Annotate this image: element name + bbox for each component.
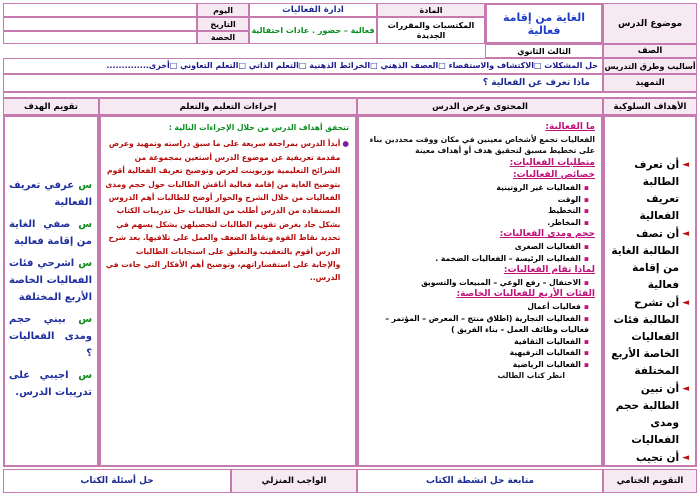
question-marker-icon: س — [74, 180, 93, 191]
unit-value: ادارة الفعاليات — [249, 3, 377, 17]
col-objectives: الأهداف السلوكية — [603, 98, 697, 115]
list-item: ▪ الفعاليات الرئيسة – الفعاليات الضخمة . — [363, 253, 589, 265]
book-reference: انظر كتاب الطالب — [497, 371, 565, 381]
date-label: التاريخ — [197, 17, 249, 31]
list-item: ▪ المخاطر. — [363, 217, 589, 229]
unit-sub: فعالية – حضور . عادات احتفالية — [249, 17, 377, 44]
definition-text: الفعاليات تجمع لأشخاص معينين في مكان ووقت محددين بناء على تخطيط مسبق لتحقيق هدف أو أهداف معينة — [369, 134, 595, 156]
date-value[interactable] — [3, 17, 197, 31]
procedures-steps: أبدأ الدرس بمراجعة سريعة على ما سبق دراسته وتمهيد وعرض مقدمة تعريفية عن موضوع الدرس أستعين بمجموعة من الشرائح التعليمية بوربوينت لعرض وتوضيح تعريف الفعالية أقوم بتوضيح الغاية من إقامة فعالية أناقش الطالبات حول حجم ومدى الفعاليات من خلال الشرح والحوار أوضح للطالبات أهم الدروس المستفادة من الدرس أطلب من الطالبات حل تدريبات الكتاب بشكل جاد بغرض تقويم الطالبات لتحصيلهن بشكل يسهم في تحديد نقاط القوة ونقاط الضعف والعمل على تلافيها. بعد شرح الدرس أقوم بالتعقيب والتعليق على استجابات الطالبات والإجابة على استفساراتهم، وتوضيح أهم الأفكار التي جاءت في الدرس.. — [105, 139, 341, 283]
question-marker-icon: س — [70, 219, 92, 230]
bullet-icon: ◄ — [682, 298, 689, 308]
bullet-icon: ◄ — [682, 453, 689, 463]
evaluation-item: س بيني حجم ومدى الفعاليات ؟ — [9, 314, 92, 359]
class-label: الصف — [603, 44, 697, 58]
bullet-icon: ● — [342, 139, 349, 149]
evaluation-item: س اشرحي فئات الفعاليات الخاصة الأربع المختلفة — [9, 258, 92, 303]
subject-label: موضوع الدرس — [603, 3, 697, 44]
homework-label: الواجب المنزلي — [231, 469, 357, 493]
day-value[interactable] — [3, 3, 197, 17]
procedures-intro: تتحقق أهداف الدرس من خلال الإجراءات التالية : — [168, 123, 349, 132]
question-marker-icon: س — [74, 258, 92, 269]
content-heading: ما الفعالية: — [545, 122, 595, 132]
list-item: ▪ الفعاليات الصغرى — [363, 241, 589, 253]
objective-item: ◄ أن تعرف الطالبة تعريف الفعالية — [634, 159, 689, 222]
material-label: المادة — [377, 3, 485, 17]
procedures-cell — [99, 115, 357, 467]
objective-item: ◄ أن تبين الطالبة حجم ومدى الفعاليات — [615, 383, 689, 446]
methods-value: حل المشكلات □الاكتشاف والاستقصاء □العصف الذهني □الخرائط الذهنية □التعلم الذاتي □التعلم التعاوني □أخرى.............. — [3, 58, 603, 74]
list-item: ▪ التخطيط — [363, 205, 589, 217]
list-item: ▪ الفعاليات الترفيهية — [363, 347, 589, 359]
bullet-icon: ◄ — [682, 384, 689, 394]
content-heading: حجم ومدى الفعاليات: — [499, 229, 595, 240]
closing-label: التقويم الختامي — [603, 469, 697, 493]
list-item: ▪ الفعاليات غير الروتينية — [363, 182, 589, 194]
homework-value: حل أسئلة الكتاب — [3, 469, 231, 493]
intro-label: التمهيد — [603, 74, 697, 92]
methods-label: أساليب وطرق التدريس — [603, 58, 697, 74]
content-heading: متطلبات الفعاليات: — [509, 157, 595, 168]
intro-value: ماذا تعرف عن الفعالية ؟ — [3, 74, 603, 92]
class-value: الثالث الثانوي — [485, 44, 603, 58]
list-item: ▪ فعاليات أعمال — [363, 301, 589, 313]
evaluation-item: س صفي الغاية من إقامة فعالية — [9, 219, 92, 247]
objective-item: ◄ أن تجيب — [607, 450, 689, 467]
list-item: ▪ الوقت — [363, 194, 589, 206]
col-content: المحتوى وعرض الدرس — [357, 98, 603, 115]
closing-value: متابعة حل انشطة الكتاب — [357, 469, 603, 493]
material-value: المكتسبات والمقررات الجديدة — [377, 17, 485, 44]
content-cell — [357, 115, 603, 467]
day-label: اليوم — [197, 3, 249, 17]
lesson-plan — [3, 3, 697, 497]
list-item: ▪ الفعاليات الرياضية — [363, 359, 589, 371]
objectives-cell — [603, 115, 697, 467]
list-item: ▪ الاحتفال – رفع الوعي – المبيعات والتسويق — [363, 277, 589, 289]
question-marker-icon: س — [68, 370, 92, 381]
bullet-icon: ◄ — [682, 229, 689, 239]
list-item: ▪ الفعاليات الثقافية — [363, 336, 589, 348]
period-label: الحصة — [197, 31, 249, 44]
objective-item: ◄ أن تصف الطالبة الغاية من إقامة فعالية — [611, 228, 689, 291]
evaluation-item: س اجيبي على تدريبات الدرس. — [9, 370, 92, 398]
content-heading: الفئات الأربع للفعاليات الخاصة: — [456, 289, 595, 300]
subject-title: الغاية من إقامة فعالية — [485, 3, 603, 44]
col-procedures: إجراءات التعليم والتعلم — [99, 98, 357, 115]
evaluation-cell — [3, 115, 99, 467]
question-marker-icon: س — [65, 314, 92, 325]
bullet-icon: ◄ — [682, 160, 689, 170]
content-heading: خصائص الفعاليات: — [512, 170, 595, 181]
period-value[interactable] — [3, 31, 197, 44]
content-heading: لماذا تقام الفعاليات: — [503, 265, 595, 276]
col-evaluation: تقويم الهدف — [3, 98, 99, 115]
list-item: ▪ الفعاليات التجارية (اطلاق منتج – المعرض – المؤتمر – فعاليات وظائف العمل – بناء الفريق ) — [363, 313, 589, 336]
objective-item: ◄ أن تشرح الطالبة فئات الفعاليات الخاصة الأربع المختلفة — [611, 297, 689, 377]
evaluation-item: س عرفي تعريف الفعالية — [9, 180, 93, 208]
